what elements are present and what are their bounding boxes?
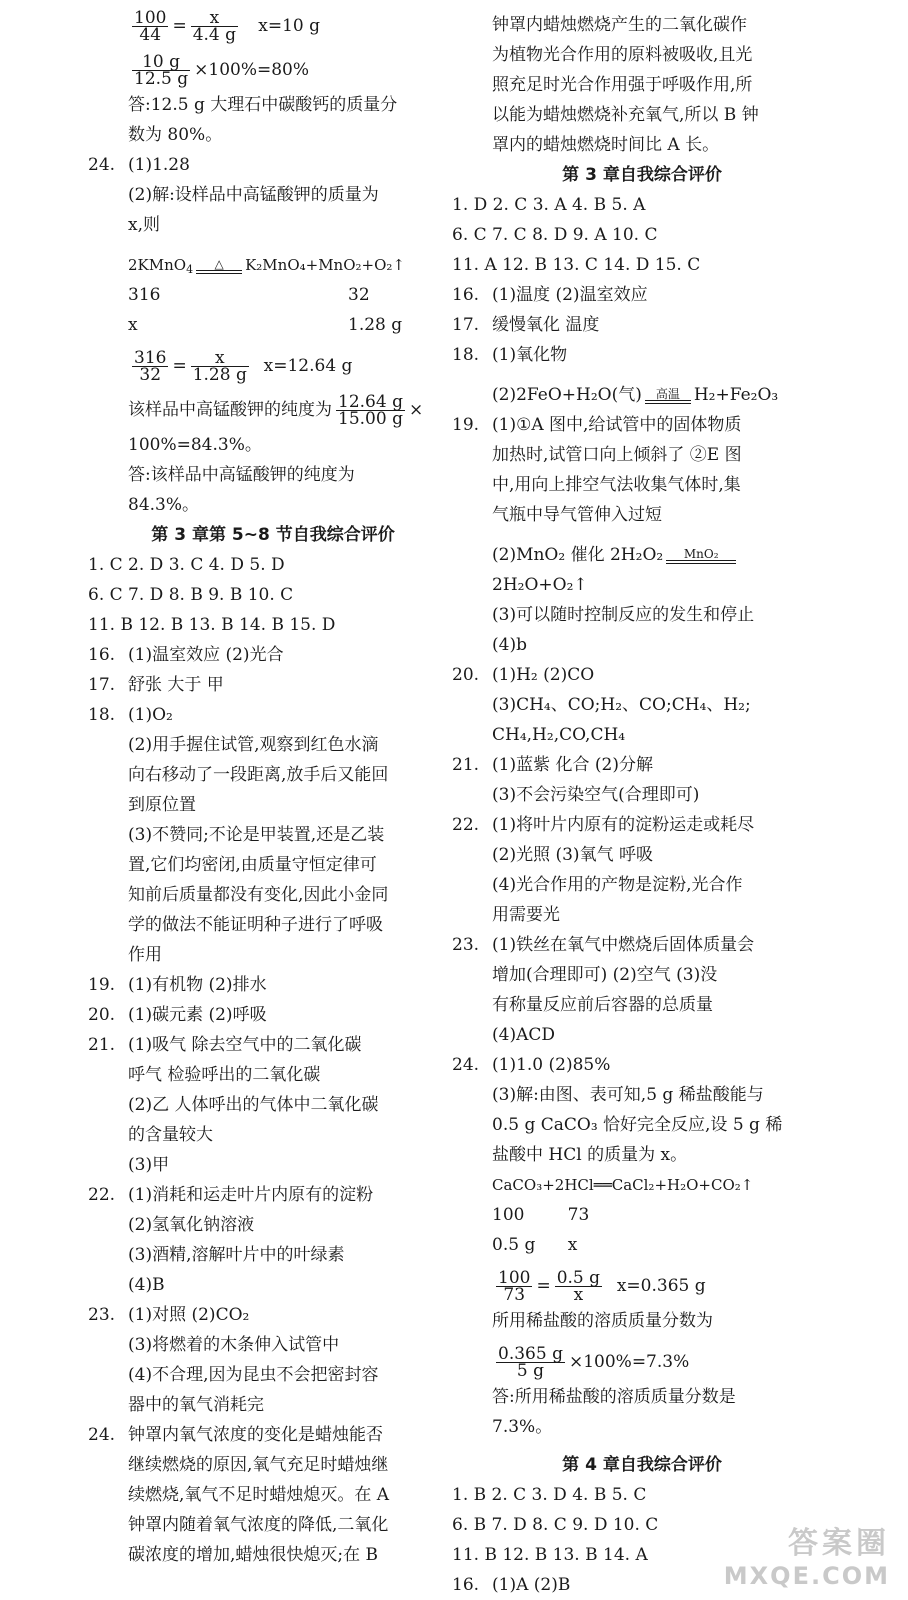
answer-text: 所用稀盐酸的溶质质量分数为 — [492, 1311, 713, 1331]
question-number: 20. — [88, 1005, 116, 1025]
left-column — [88, 8, 438, 1570]
mc-answers-row: 6. C 7. D 8. B 9. B 10. C — [88, 585, 294, 605]
result-text: ×100%=80% — [194, 60, 310, 80]
question-24: 24. (1)1.0 (2)85% — [492, 1050, 792, 1080]
answer-text: 有称量反应前后容器的总质量 — [492, 995, 713, 1015]
answer-text: 向右移动了一段距离,放手后又能回 — [128, 765, 389, 785]
answer-text: (2)光照 (3)氧气 呼吸 — [492, 845, 653, 865]
formula-line: $\frac{316}{32}$ = $\frac{x}{1.28 g}$ x=12.64 g — [134, 348, 353, 385]
question-21: 21. (1)蓝紫 化合 (2)分解 — [492, 750, 792, 780]
chemical-equation: CaCO₃+2HCl══CaCl₂+H₂O+CO₂↑ — [492, 1176, 754, 1194]
question-21: 21. (1)吸气 除去空气中的二氧化碳 — [108, 1030, 438, 1060]
mc-answers-row: 11. B 12. B 13. B 14. B 15. D — [88, 615, 336, 635]
mc-answers-row: 11. B 12. B 13. B 14. A — [452, 1545, 648, 1565]
question-number: 24. — [88, 1425, 116, 1445]
answer-text: (3)甲 — [128, 1155, 170, 1175]
answer-text: 作用 — [128, 945, 162, 965]
site-watermark — [724, 1518, 890, 1590]
question-24 — [88, 150, 438, 180]
answer-text: (1)1.28 — [128, 155, 190, 175]
chemical-equation: 2KMnO$_4$ △ K₂MnO₄+MnO₂+O₂↑ — [128, 256, 405, 276]
chemical-equation: (2)MnO₂ 催化 2H₂O₂ MnO₂ — [492, 540, 792, 570]
question-number: 22. — [452, 815, 480, 835]
question-18: 18. (1)O₂ — [108, 700, 438, 730]
question-18: 18. (1)氧化物 — [492, 340, 792, 370]
answer-text: (3)CH₄、CO;H₂、CO;CH₄、H₂; — [492, 695, 751, 715]
mc-answers-row: 6. C 7. C 8. D 9. A 10. C — [452, 225, 658, 245]
reaction-condition: △ — [196, 258, 242, 274]
answer-text: 100%=84.3%。 — [128, 435, 262, 455]
question-number: 18. — [452, 345, 480, 365]
answer-text: 加热时,试管口向上倾斜了 ②E 图 — [492, 445, 742, 465]
fraction: $\frac{316}{32}$ — [134, 348, 167, 385]
section-heading: 第 3 章第 5~8 节自我综合评价 — [151, 525, 395, 545]
fraction: $\frac{0.5 g}{x}$ — [556, 1268, 601, 1305]
answer-text: 学的做法不能证明种子进行了呼吸 — [128, 915, 383, 935]
answer-text: 答:所用稀盐酸的溶质质量分数是 — [492, 1387, 736, 1407]
question-number: 16. — [88, 645, 116, 665]
answer-text: 的含量较大 — [128, 1125, 213, 1145]
question-number: 17. — [88, 675, 116, 695]
answer-text: 气瓶中导气管伸入过短 — [492, 505, 662, 525]
mass-ratio-line: 316 32 — [128, 285, 370, 305]
answer-text: (2)解:设样品中高锰酸钾的质量为 — [128, 185, 379, 205]
question-23: 23. (1)铁丝在氧气中燃烧后固体质量会 — [492, 930, 792, 960]
question-number: 24. — [88, 155, 116, 175]
section-heading: 第 4 章自我综合评价 — [562, 1455, 722, 1475]
answer-text: (3)不赞同;不论是甲装置,还是乙装 — [128, 825, 385, 845]
answer-text: 钟罩内随着氧气浓度的降低,二氧化 — [128, 1515, 389, 1535]
answer-text: 数为 80%。 — [128, 125, 223, 145]
answer-text: 知前后质量都没有变化,因此小金同 — [128, 885, 389, 905]
fraction: $\frac{10 g}{12.5 g}$ — [134, 52, 189, 89]
question-23: 23. (1)对照 (2)CO₂ — [108, 1300, 438, 1330]
answer-text: 继续燃烧的原因,氧气充足时蜡烛继 — [128, 1455, 389, 1475]
fraction: $\frac{100}{44}$ — [134, 8, 167, 45]
answer-text: 为植物光合作用的原料被吸收,且光 — [492, 45, 753, 65]
answer-text: (4)B — [128, 1275, 165, 1295]
reaction-condition: 高温 — [645, 388, 691, 404]
purity-line: 该样品中高锰酸钾的纯度为 $\frac{12.64 g}{15.00 g}$ × — [128, 392, 424, 429]
question-20: 20. (1)碳元素 (2)呼吸 — [108, 1000, 438, 1030]
question-24b: 24. 钟罩内氧气浓度的变化是蜡烛能否 — [108, 1420, 438, 1450]
chemical-equation: (2)2FeO+H₂O(气) 高温 H₂+Fe₂O₃ — [492, 385, 779, 405]
answer-text: 84.3%。 — [128, 495, 200, 515]
question-19: 19. (1)①A 图中,给试管中的固体物质 — [492, 410, 792, 440]
result-text: x=10 g — [258, 16, 320, 36]
answer-text: (2)用手握住试管,观察到红色水滴 — [128, 735, 379, 755]
question-20: 20. (1)H₂ (2)CO — [492, 660, 792, 690]
answer-text: 钟罩内蜡烛燃烧产生的二氧化碳作 — [492, 15, 747, 35]
fraction: $\frac{100}{73}$ — [498, 1268, 531, 1305]
question-number: 18. — [88, 705, 116, 725]
question-16: 16. (1)A (2)B — [492, 1570, 792, 1600]
mc-answers-row: 1. C 2. D 3. C 4. D 5. D — [88, 555, 285, 575]
answer-text: 盐酸中 HCl 的质量为 x。 — [492, 1145, 688, 1165]
answer-text: (3)酒精,溶解叶片中的叶绿素 — [128, 1245, 345, 1265]
answer-text: 到原位置 — [128, 795, 196, 815]
answer-text: 以能为蜡烛燃烧补充氧气,所以 B 钟 — [492, 105, 759, 125]
answer-text: 2H₂O+O₂↑ — [492, 575, 588, 595]
fraction: $\frac{12.64 g}{15.00 g}$ — [338, 392, 403, 429]
question-number: 17. — [452, 315, 480, 335]
formula-line — [108, 52, 438, 89]
answer-text: (3)不会污染空气(合理即可) — [492, 785, 700, 805]
answer-text: CH₄,H₂,CO,CH₄ — [492, 725, 626, 745]
mc-answers-row: 1. B 2. C 3. D 4. B 5. C — [452, 1485, 647, 1505]
question-number: 19. — [452, 415, 480, 435]
answer-text: 照充足时光合作用强于呼吸作用,所 — [492, 75, 753, 95]
question-number: 23. — [452, 935, 480, 955]
question-22: 22. (1)将叶片内原有的淀粉运走或耗尽 — [492, 810, 792, 840]
question-number: 22. — [88, 1185, 116, 1205]
answer-text: (4)ACD — [492, 1025, 555, 1045]
answer-text: 器中的氧气消耗完 — [128, 1395, 264, 1415]
answer-text: 0.5 g CaCO₃ 恰好完全反应,设 5 g 稀 — [492, 1115, 783, 1135]
answer-text: 7.3%。 — [492, 1417, 553, 1437]
answer-text: 增加(合理即可) (2)空气 (3)没 — [492, 965, 718, 985]
answer-text: (4)不合理,因为昆虫不会把密封容 — [128, 1365, 379, 1385]
question-number: 24. — [452, 1055, 480, 1075]
reaction-condition: MnO₂ — [666, 548, 736, 564]
answer-text: 呼气 检验呼出的二氧化碳 — [128, 1065, 321, 1085]
answer-text: (3)解:由图、表可知,5 g 稀盐酸能与 — [492, 1085, 764, 1105]
formula-line: $\frac{100}{44}$ = $\frac{x}{4.4 g}$ x=10 g — [134, 8, 320, 45]
question-16: 16. (1)温度 (2)温室效应 — [492, 280, 792, 310]
mass-ratio-line: 100 73 — [492, 1205, 590, 1225]
fraction: $\frac{x}{1.28 g}$ — [192, 348, 247, 385]
answer-text: 罩内的蜡烛燃烧时间比 A 长。 — [492, 135, 720, 155]
formula-line: $\frac{0.365 g}{5 g}$ ×100%=7.3% — [498, 1344, 690, 1381]
answer-text: 续燃烧,氧气不足时蜡烛熄灭。在 A — [128, 1485, 390, 1505]
question-number: 20. — [452, 665, 480, 685]
question-19: 19. (1)有机物 (2)排水 — [108, 970, 438, 1000]
question-number: 21. — [452, 755, 480, 775]
fraction: $\frac{x}{4.4 g}$ — [192, 8, 237, 45]
question-16: 16. (1)温室效应 (2)光合 — [108, 640, 438, 670]
section-heading: 第 3 章自我综合评价 — [562, 165, 722, 185]
answer-text: 答:该样品中高锰酸钾的纯度为 — [128, 465, 355, 485]
answer-text: 碳浓度的增加,蜡烛很快熄灭;在 B — [128, 1545, 379, 1565]
question-number: 21. — [88, 1035, 116, 1055]
question-number: 19. — [88, 975, 116, 995]
watermark-url: MXQE.COM — [723, 1562, 890, 1590]
answer-text: 用需要光 — [492, 905, 560, 925]
answer-text: 置,它们均密闭,由质量守恒定律可 — [128, 855, 377, 875]
mc-answers-row: 11. A 12. B 13. C 14. D 15. C — [452, 255, 701, 275]
answer-text: (2)氢氧化钠溶液 — [128, 1215, 255, 1235]
question-17: 17. 舒张 大于 甲 — [108, 670, 438, 700]
formula-line: $\frac{100}{73}$ = $\frac{0.5 g}{x}$ x=0.365 g — [498, 1268, 706, 1305]
question-number: 23. — [88, 1305, 116, 1325]
answer-text: (2)乙 人体呼出的气体中二氧化碳 — [128, 1095, 379, 1115]
fraction: $\frac{0.365 g}{5 g}$ — [498, 1344, 563, 1381]
mass-ratio-line: 0.5 g x — [492, 1235, 578, 1255]
question-17: 17. 缓慢氧化 温度 — [492, 310, 792, 340]
answer-text: (4)光合作用的产物是淀粉,光合作 — [492, 875, 743, 895]
answer-text: (3)可以随时控制反应的发生和停止 — [492, 605, 755, 625]
mass-ratio-line: x 1.28 g — [128, 315, 403, 335]
mc-answers-row: 6. B 7. D 8. C 9. D 10. C — [452, 1515, 659, 1535]
question-22: 22. (1)消耗和运走叶片内原有的淀粉 — [108, 1180, 438, 1210]
answer-text: x,则 — [128, 215, 160, 235]
mc-answers-row: 1. D 2. C 3. A 4. B 5. A — [452, 195, 646, 215]
watermark-logo-text: 答案圈 — [788, 1526, 890, 1561]
question-number: 16. — [452, 285, 480, 305]
answer-text: 答:12.5 g 大理石中碳酸钙的质量分 — [128, 95, 398, 115]
answer-text: 中,用向上排空气法收集气体时,集 — [492, 475, 741, 495]
answer-text: (3)将燃着的木条伸入试管中 — [128, 1335, 340, 1355]
right-column — [452, 10, 792, 1600]
answer-text: (4)b — [492, 635, 527, 655]
question-number: 16. — [452, 1575, 480, 1595]
